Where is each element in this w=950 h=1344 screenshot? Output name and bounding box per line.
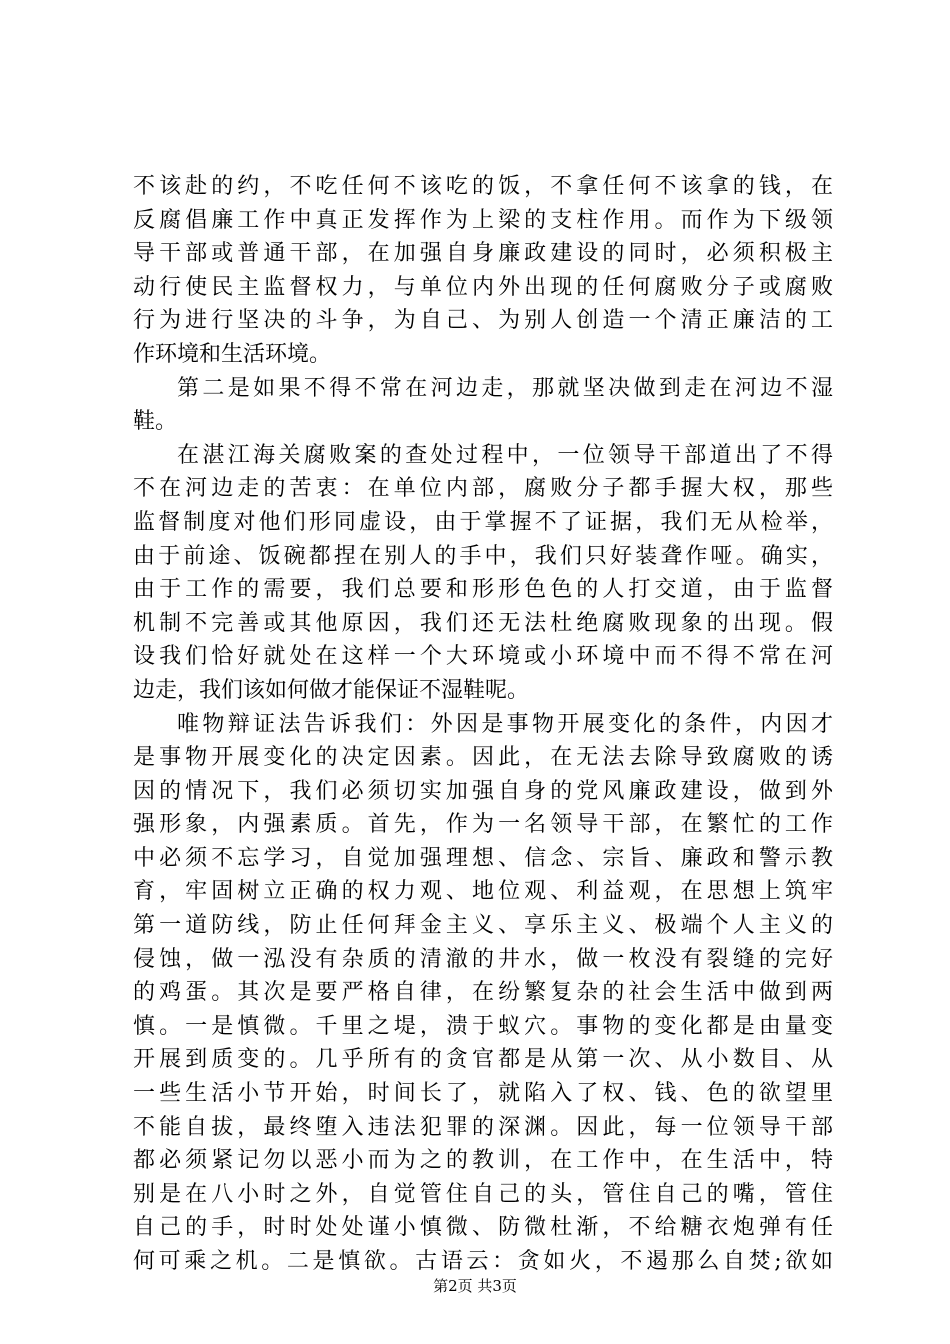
- text-line: 作环境和生活环境。: [133, 341, 332, 367]
- text-line: 都必须紧记勿以恶小而为之的教训，在工作中，在生活中，特: [133, 1148, 833, 1174]
- text-line: 监督制度对他们形同虚设，由于掌握不了证据，我们无从检举，: [133, 509, 833, 535]
- text-line: 唯物辩证法告诉我们：外因是事物开展变化的条件，内因才: [177, 711, 833, 737]
- text-line: 何可乘之机。二是慎欲。古语云：贪如火，不遏那么自焚;欲如: [133, 1249, 833, 1274]
- text-line: 由于工作的需要，我们总要和形形色色的人打交道，由于监督: [133, 577, 833, 603]
- text-line: 第二是如果不得不常在河边走，那就坚决做到走在河边不湿: [177, 375, 833, 401]
- page-footer: 第2页 共3页: [433, 1277, 517, 1295]
- text-line: 不该赴的约，不吃任何不该吃的饭，不拿任何不该拿的钱，在: [133, 174, 833, 199]
- text-line: 行为进行坚决的斗争，为自己、为别人创造一个清正廉洁的工: [133, 308, 833, 334]
- text-line: 因的情况下，我们必须切实加强自身的党风廉政建设，做到外: [133, 778, 833, 804]
- text-line: 边走，我们该如何做才能保证不湿鞋呢。: [133, 677, 530, 703]
- body-text: [133, 170, 833, 1279]
- text-line: 慎。一是慎微。千里之堤，溃于蚁穴。事物的变化都是由量变: [133, 1013, 833, 1039]
- text-line: 自己的手，时时处处谨小慎微、防微杜渐，不给糖衣炮弹有任: [133, 1215, 833, 1241]
- text-line: 动行使民主监督权力，与单位内外出现的任何腐败分子或腐败: [133, 274, 833, 300]
- text-line: 由于前途、饭碗都捏在别人的手中，我们只好装聋作哑。确实，: [133, 543, 833, 569]
- text-line: 在湛江海关腐败案的查处过程中，一位领导干部道出了不得: [177, 442, 833, 468]
- text-line: 的鸡蛋。其次是要严格自律，在纷繁复杂的社会生活中做到两: [133, 980, 833, 1006]
- text-line: 强形象，内强素质。首先，作为一名领导干部，在繁忙的工作: [133, 812, 833, 838]
- text-line: 侵蚀，做一泓没有杂质的清澈的井水，做一枚没有裂缝的完好: [133, 946, 833, 972]
- text-line: 中必须不忘学习，自觉加强理想、信念、宗旨、廉政和警示教: [133, 845, 833, 871]
- text-line: 第一道防线，防止任何拜金主义、享乐主义、极端个人主义的: [133, 913, 833, 939]
- text-line: 不能自拔，最终堕入违法犯罪的深渊。因此，每一位领导干部: [133, 1114, 833, 1140]
- text-line: 鞋。: [133, 409, 178, 435]
- text-line: 设我们恰好就处在这样一个大环境或小环境中而不得不常在河: [133, 644, 833, 670]
- text-line: 机制不完善或其他原因，我们还无法杜绝腐败现象的出现。假: [133, 610, 833, 636]
- text-line: 反腐倡廉工作中真正发挥作为上梁的支柱作用。而作为下级领: [133, 207, 833, 233]
- text-line: 育，牢固树立正确的权力观、地位观、利益观，在思想上筑牢: [133, 879, 833, 905]
- text-line: 开展到质变的。几乎所有的贪官都是从第一次、从小数目、从: [133, 1047, 833, 1073]
- text-line: 是事物开展变化的决定因素。因此，在无法去除导致腐败的诱: [133, 745, 833, 771]
- text-line: 导干部或普通干部，在加强自身廉政建设的同时，必须积极主: [133, 241, 833, 267]
- text-line: 一些生活小节开始，时间长了，就陷入了权、钱、色的欲望里: [133, 1081, 833, 1107]
- text-line: 别是在八小时之外，自觉管住自己的头，管住自己的嘴，管住: [133, 1181, 833, 1207]
- text-line: 不在河边走的苦衷：在单位内部，腐败分子都手握大权，那些: [133, 476, 833, 502]
